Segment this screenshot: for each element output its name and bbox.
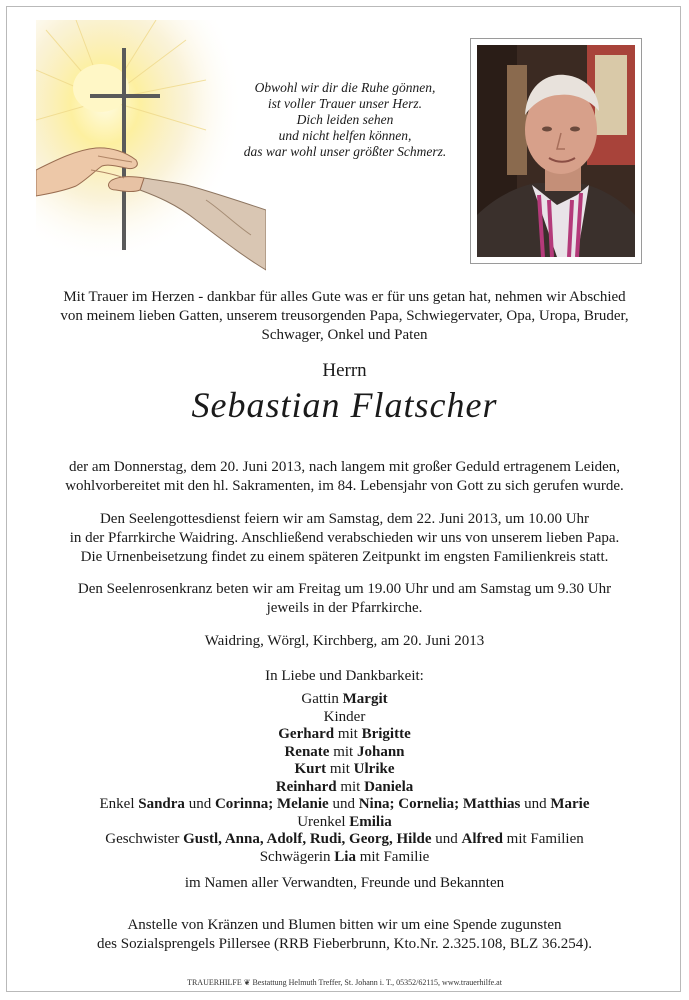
- intro-line: Mit Trauer im Herzen - dankbar für alles Gute was er für uns getan hat, nehmen wir Abschied: [63, 289, 626, 305]
- rosary-line: Den Seelenrosenkranz beten wir am Freitag um 19.00 Uhr und am Samstag um 9.30 Uhr: [77, 581, 612, 597]
- mourner-grandchildren: Enkel Sandra und Corinna; Melanie und Nina; Cornelia; Matthias und Marie: [99, 796, 590, 812]
- poem-line: Dich leiden sehen: [296, 112, 394, 127]
- poem-line: Obwohl wir dir die Ruhe gönnen,: [254, 80, 436, 95]
- footer: [20, 978, 669, 987]
- death-notice-line: wohlvorbereitet mit den hl. Sakramenten, im 84. Lebensjahr von Gott zu sich gerufen wurde.: [65, 478, 624, 494]
- mourners-all-text: im Namen aller Verwandten, Freunde und Bekannten: [184, 875, 505, 891]
- portrait-frame: [470, 38, 642, 264]
- salutation: Herrn: [322, 360, 367, 381]
- donation-request: [20, 916, 669, 954]
- poem-line: ist voller Trauer unser Herz.: [267, 96, 423, 111]
- mourner-child: Renate mit Johann: [284, 743, 405, 760]
- poem-line: und nicht helfen können,: [278, 128, 412, 143]
- footer-brand: TRAUERHILFE: [187, 978, 242, 987]
- mourner-child: Gerhard mit Brigitte: [278, 726, 411, 742]
- memorial-poem: [220, 80, 470, 160]
- rosary-line: jeweils in der Pfarrkirche.: [266, 600, 423, 616]
- place-date: [20, 632, 669, 651]
- deceased-name: Sebastian Flatscher: [191, 385, 498, 425]
- closing-phrase-text: In Liebe und Dankbarkeit:: [265, 668, 424, 684]
- mourner-child: Kurt mit Ulrike: [294, 761, 395, 777]
- mourners-all: [20, 874, 669, 893]
- mourner-child: Reinhard mit Daniela: [275, 778, 414, 795]
- service-notice: [20, 510, 669, 567]
- mourner-wife: Gattin Margit: [301, 691, 388, 707]
- intro-text: [20, 288, 669, 345]
- intro-line: von meinem lieben Gatten, unserem treusorgenden Papa, Schwiegervater, Opa, Uropa, Bruder,: [60, 308, 629, 324]
- place-date-text: Waidring, Wörgl, Kirchberg, am 20. Juni 2013: [204, 633, 485, 649]
- intro-line: Schwager, Onkel und Paten: [261, 327, 428, 343]
- mourner-siblings: Geschwister Gustl, Anna, Adolf, Rudi, Georg, Hilde und Alfred mit Familien: [105, 831, 584, 847]
- donation-line: Anstelle von Kränzen und Blumen bitten wir um eine Spende zugunsten: [127, 917, 562, 933]
- donation-line: des Sozialsprengels Pillersee (RRB Fieberbrunn, Kto.Nr. 2.325.108, BLZ 36.254).: [97, 936, 592, 952]
- service-line: Die Urnenbeisetzung findet zu einem späteren Zeitpunkt im engsten Familienkreis statt.: [80, 549, 609, 565]
- footer-text: Bestattung Helmuth Treffer, St. Johann i. T., 05352/62115, www.trauerhilfe.at: [252, 978, 502, 987]
- service-line: Den Seelengottesdienst feiern wir am Samstag, dem 22. Juni 2013, um 10.00 Uhr: [99, 511, 590, 527]
- mourners-list: [20, 691, 669, 866]
- portrait-photo: [477, 45, 635, 257]
- death-notice: [20, 458, 669, 496]
- service-line: in der Pfarrkirche Waidring. Anschließend verabschieden wir uns von unserem lieben Papa.: [69, 530, 620, 546]
- mourner-sister-in-law: Schwägerin Lia mit Familie: [259, 848, 430, 865]
- footer-logo-icon: ❦: [243, 978, 251, 987]
- mourner-children-label: Kinder: [323, 708, 366, 725]
- poem-line: das war wohl unser größter Schmerz.: [243, 144, 447, 159]
- closing-phrase: [20, 667, 669, 686]
- rosary-notice: [20, 580, 669, 618]
- mourner-great-grandchild: Urenkel Emilia: [297, 813, 392, 830]
- death-notice-line: der am Donnerstag, dem 20. Juni 2013, nach langem mit großer Geduld ertragenem Leiden,: [68, 459, 621, 475]
